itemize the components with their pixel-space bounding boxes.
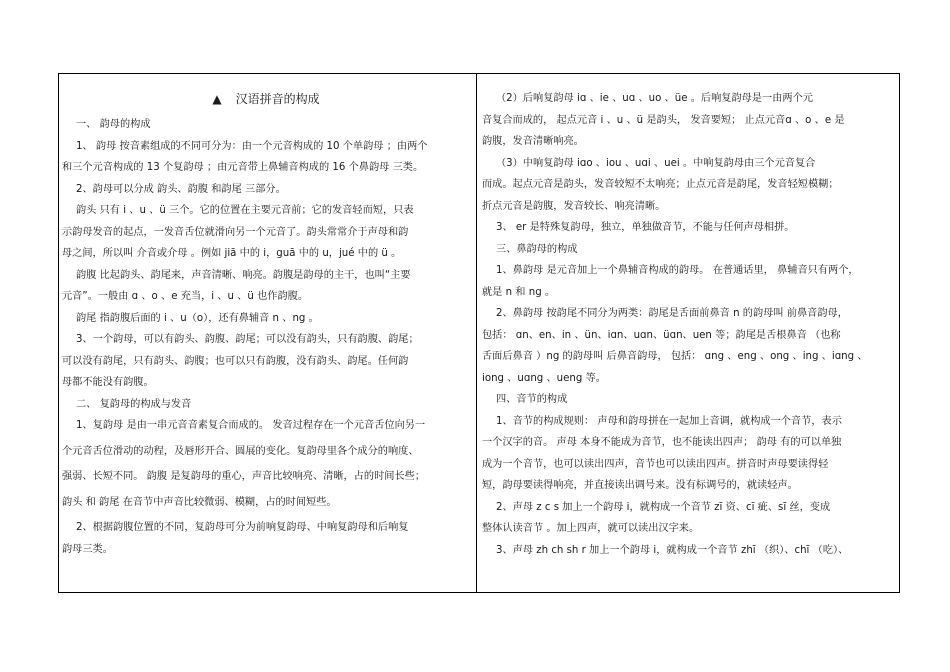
- text-line: 二、 复韵母的构成与发音: [76, 398, 192, 410]
- text-line: 音复合而成的， 起点元音 i 、u 、ü 是韵头， 发音要短； 止点元音ɑ 、o 、e 是: [482, 114, 845, 126]
- text-line: 折点元音是韵腹，发音较长、响亮清晰。: [482, 200, 666, 212]
- column-divider: [476, 73, 477, 593]
- text-line: 个元音舌位滑动的动程，及唇形开合、圆展的变化。复韵母里各个成分的响度、: [62, 445, 419, 457]
- text-line: 一、 韵母的构成: [76, 119, 151, 130]
- text-line: 2、根据韵腹位置的不同，复韵母可分为前响复韵母、中响复韵母和后响复: [76, 522, 409, 533]
- text-line: （2）后响复韵母 iɑ 、ie 、uɑ 、uo 、üe 。后响复韵母是一由两个元: [496, 93, 813, 104]
- text-line: 短，韵母要读得响亮，并直接读出调号来。没有标调号的，就读轻声。: [482, 480, 798, 491]
- text-line: 2、韵母可以分成 韵头、韵腹 和韵尾 三部分。: [76, 183, 286, 195]
- text-line: 2、声母 z c s 加上一个韵母 i，就构成一个音节 zī 资、cī 疵、sī 丝，变成: [496, 501, 831, 513]
- text-line: 包括： ɑn、en、in 、ün、iɑn、uɑn、üɑn、uen 等；韵尾是舌根鼻音 （也称: [482, 329, 841, 341]
- text-line: 韵母三类。: [62, 543, 113, 555]
- triangle-icon: ▲: [212, 92, 222, 106]
- text-line: 就是 n 和 ng 。: [482, 286, 556, 298]
- text-line: 3、声母 zh ch sh r 加上一个韵母 i，就构成一个音节 zhī （织）、chī （吃）、: [496, 544, 849, 556]
- text-line: 舌面后鼻音 ）ng 的韵母叫 后鼻音韵母， 包括： ɑng 、eng 、ong 、ing 、iɑng 、: [482, 351, 868, 362]
- page-title: 汉语拼音的构成: [235, 92, 320, 106]
- text-line: 1、 韵母 按音素组成的不同可分为：由一个元音构成的 10 个单韵母 ；由两个: [76, 140, 428, 152]
- text-line: （3）中响复韵母 iɑo 、iou 、uɑi 、uei 。中响复韵母由三个元音复合: [496, 157, 816, 169]
- text-line: 可以没有韵尾，只有韵头、韵腹；也可以只有韵腹，没有韵头、韵尾。任何韵: [62, 355, 409, 367]
- text-line: 韵头 和 韵尾 在音节中声音比较微弱、模糊，占的时间短些。: [62, 496, 337, 508]
- text-line: 1、音节的构成规则： 声母和韵母拼在一起加上音调，就构成一个音节，表示: [496, 415, 842, 427]
- text-line: 元音”。一般由 ɑ 、o 、e 充当，i 、u 、ü 也作韵腹。: [62, 291, 309, 302]
- text-line: 成为一个音节，也可以读出四声，音节也可以读出四声。拼音时声母要读得轻: [482, 458, 829, 470]
- text-line: 而成。起点元音是韵头，发音较短不太响亮；止点元音是韵尾，发音轻短模糊；: [482, 179, 839, 190]
- text-line: 和三个元音构成的 13 个复韵母 ；由元音带上鼻辅音构成的 16 个鼻韵母 三类。: [62, 162, 424, 173]
- text-line: 一个汉字的音。 声母 本身不能成为音节，也不能读出四声； 韵母 有的可以单独: [482, 437, 842, 448]
- text-line: 强弱、长短不同。 韵腹 是复韵母的重心，声音比较响亮、清晰，占的时间长些；: [62, 471, 426, 482]
- text-line: 韵头 只有 i 、u 、ü 三个。它的位置在主要元音前；它的发音轻而短，只表: [76, 205, 414, 216]
- text-line: iong 、uɑng 、ueng 等。: [482, 372, 606, 384]
- text-line: 四、音节的构成: [496, 394, 568, 405]
- text-line: 韵尾 指韵腹后面的 i 、u（o），还有鼻辅音 n 、ng 。: [76, 312, 319, 324]
- text-line: 母都不能没有韵腹。: [62, 377, 154, 388]
- text-line: 示韵母发音的起点，一发音舌位就滑向另一个元音了。韵头常常介于声母和韵: [62, 226, 409, 238]
- text-line: 1、复韵母 是由一串元音音素复合而成的。 发音过程存在一个元音舌位向另一: [76, 420, 426, 431]
- right-column: [482, 88, 894, 561]
- text-line: 1、鼻韵母 是元音加上一个鼻辅音构成的韵母。 在普通话里， 鼻辅音只有两个，: [496, 265, 859, 276]
- text-line: 3、一个韵母，可以有韵头、韵腹、韵尾；可以没有韵头，只有韵腹、韵尾；: [76, 334, 419, 345]
- text-line: 三、鼻韵母的构成: [496, 243, 578, 255]
- text-line: 母之间，所以叫 介音或介母 。例如 jiā 中的 i，guā 中的 u，jué 中的 ü 。: [62, 248, 402, 259]
- text-line: 韵腹 比起韵头、韵尾来，声音清晰、响亮。韵腹是韵母的主干，也叫“主要: [76, 269, 411, 281]
- text-line: 3、 er 是特殊复韵母，独立，单独做音节，不能与任何声母相拼。: [496, 222, 795, 233]
- page-title-row: [62, 84, 470, 114]
- text-line: 2、鼻韵母 按韵尾不同分为两类：韵尾是舌面前鼻音 n 的韵母叫 前鼻音韵母，: [496, 308, 848, 319]
- text-line: 整体认读音节 。加上四声，就可以读出汉字来。: [482, 523, 700, 534]
- text-line: 韵腹，发音清晰响亮。: [482, 136, 584, 147]
- left-column: [62, 84, 470, 560]
